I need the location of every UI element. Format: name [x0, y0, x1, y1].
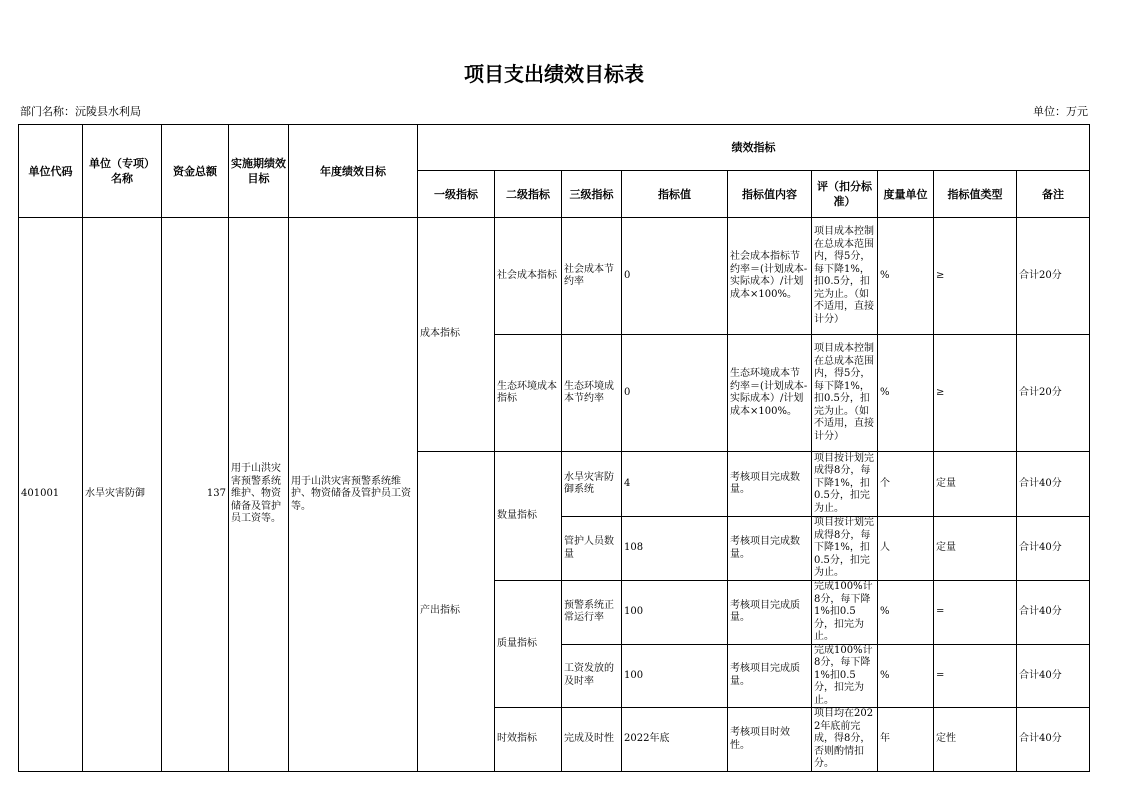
period-goal-cell: 用于山洪灾害预警系统维护、物资储备及管护员工资等。 — [229, 218, 289, 772]
type-cell: 定量 — [934, 452, 1017, 517]
group-cost: 成本指标 — [418, 218, 495, 452]
header-annual-goal: 年度绩效目标 — [289, 125, 418, 218]
unit-cell: 个 — [878, 452, 934, 517]
performance-table — [18, 124, 1090, 772]
fund-total-cell: 137 — [162, 218, 229, 772]
header-unit-name: 单位（专项）名称 — [83, 125, 162, 218]
level3-cell: 管护人员数量 — [562, 517, 622, 581]
header-unit-code: 单位代码 — [19, 125, 83, 218]
value-cell: 0 — [622, 335, 728, 452]
remark-cell: 合计40分 — [1017, 708, 1090, 772]
header-fund-total: 资金总额 — [162, 125, 229, 218]
unit-cell: % — [878, 218, 934, 335]
type-cell: 定量 — [934, 517, 1017, 581]
scoring-cell: 完成100%计8分，每下降1%扣0.5分，扣完为止。 — [812, 644, 878, 708]
level3-cell: 完成及时性 — [562, 708, 622, 772]
remark-cell: 合计40分 — [1017, 517, 1090, 581]
annual-goal-cell: 用于山洪灾害预警系统维护、物资储备及管护员工资等。 — [289, 218, 418, 772]
type-cell: ≥ — [934, 335, 1017, 452]
level3-cell: 预警系统正常运行率 — [562, 581, 622, 645]
remark-cell: 合计20分 — [1017, 335, 1090, 452]
scoring-cell: 项目均在2022年底前完成，得8分，否则酌情扣分。 — [812, 708, 878, 772]
unit-code-cell: 401001 — [19, 218, 83, 772]
header-level1: 一级指标 — [418, 171, 495, 218]
unit-name-cell: 水旱灾害防御 — [83, 218, 162, 772]
content-cell: 社会成本指标节约率＝(计划成本-实际成本）/计划成本×100%。 — [728, 218, 812, 335]
remark-cell: 合计40分 — [1017, 581, 1090, 645]
value-cell: 100 — [622, 581, 728, 645]
unit-cell: 人 — [878, 517, 934, 581]
type-cell: ≥ — [934, 218, 1017, 335]
type-cell: = — [934, 644, 1017, 708]
value-cell: 108 — [622, 517, 728, 581]
content-cell: 考核项目完成质量。 — [728, 581, 812, 645]
header-unit: 度量单位 — [878, 171, 934, 218]
subgroup-timeliness: 时效指标 — [495, 708, 562, 772]
department-name: 部门名称：沅陵县水利局 — [20, 105, 141, 118]
value-cell: 2022年底 — [622, 708, 728, 772]
unit-cell: % — [878, 644, 934, 708]
subgroup-quality: 质量指标 — [495, 581, 562, 708]
level2-cell: 社会成本指标 — [495, 218, 562, 335]
header-period-goal: 实施期绩效目标 — [229, 125, 289, 218]
header-value: 指标值 — [622, 171, 728, 218]
content-cell: 考核项目完成质量。 — [728, 644, 812, 708]
remark-cell: 合计40分 — [1017, 452, 1090, 517]
content-cell: 考核项目完成数量。 — [728, 517, 812, 581]
header-performance-indicators: 绩效指标 — [418, 125, 1090, 171]
type-cell: 定性 — [934, 708, 1017, 772]
value-cell: 0 — [622, 218, 728, 335]
remark-cell: 合计20分 — [1017, 218, 1090, 335]
unit-cell: % — [878, 581, 934, 645]
currency-unit: 单位：万元 — [1033, 105, 1088, 118]
table-row — [19, 218, 1090, 335]
type-cell: = — [934, 581, 1017, 645]
content-cell: 考核项目时效性。 — [728, 708, 812, 772]
scoring-cell: 项目按计划完成得8分，每下降1%，扣0.5分，扣完为止。 — [812, 517, 878, 581]
scoring-cell: 项目成本控制在总成本范围内，得5分，每下降1%，扣0.5分，扣完为止。（如不适用，直接计分） — [812, 335, 878, 452]
level3-cell: 生态环境成本节约率 — [562, 335, 622, 452]
header-remark: 备注 — [1017, 171, 1090, 218]
content-cell: 生态环境成本节约率＝(计划成本-实际成本）/计划成本×100%。 — [728, 335, 812, 452]
value-cell: 4 — [622, 452, 728, 517]
header-type: 指标值类型 — [934, 171, 1017, 218]
level3-cell: 水旱灾害防御系统 — [562, 452, 622, 517]
subgroup-quantity: 数量指标 — [495, 452, 562, 581]
level3-cell: 社会成本节约率 — [562, 218, 622, 335]
group-output: 产出指标 — [418, 452, 495, 772]
remark-cell: 合计40分 — [1017, 644, 1090, 708]
value-cell: 100 — [622, 644, 728, 708]
header-scoring: 评（扣分标准） — [812, 171, 878, 218]
header-content: 指标值内容 — [728, 171, 812, 218]
content-cell: 考核项目完成数量。 — [728, 452, 812, 517]
scoring-cell: 项目按计划完成得8分，每下降1%，扣0.5分，扣完为止。 — [812, 452, 878, 517]
page-title: 项目支出绩效目标表 — [464, 62, 644, 86]
header-level2: 二级指标 — [495, 171, 562, 218]
level3-cell: 工资发放的及时率 — [562, 644, 622, 708]
scoring-cell: 项目成本控制在总成本范围内，得5分，每下降1%，扣0.5分，扣完为止。（如不适用，直接计分） — [812, 218, 878, 335]
scoring-cell: 完成100%计8分，每下降1%扣0.5分，扣完为止。 — [812, 581, 878, 645]
header-level3: 三级指标 — [562, 171, 622, 218]
level2-cell: 生态环境成本指标 — [495, 335, 562, 452]
unit-cell: % — [878, 335, 934, 452]
unit-cell: 年 — [878, 708, 934, 772]
